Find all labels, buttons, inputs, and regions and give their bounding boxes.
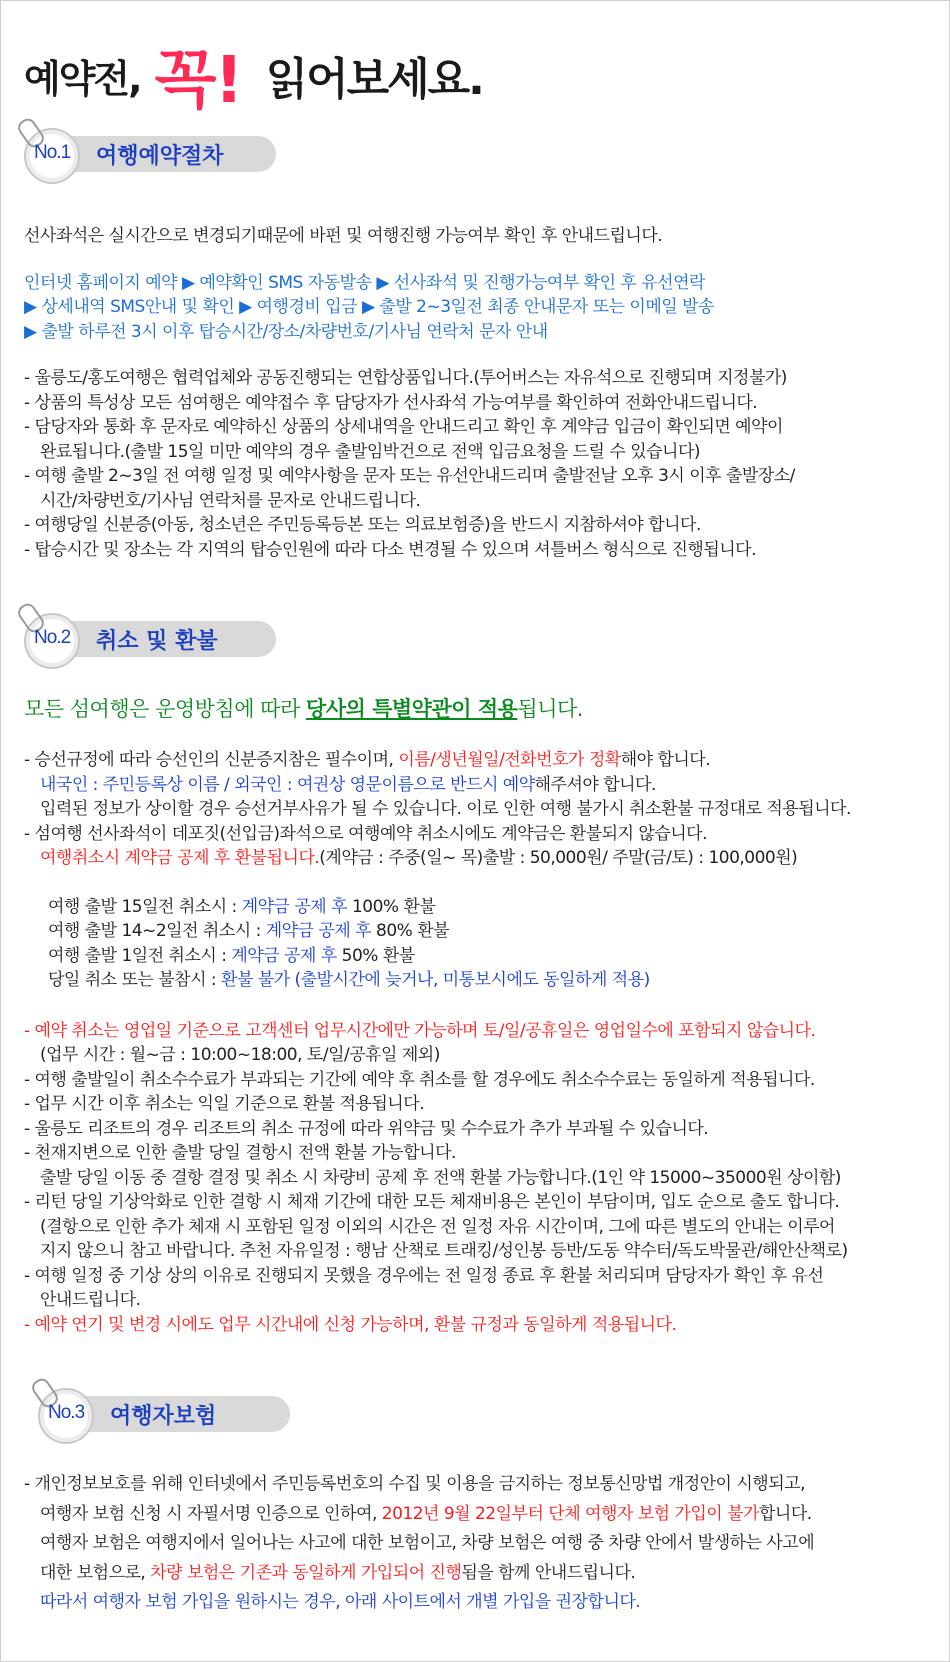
- rule-line: 지지 않으니 참고 바랍니다. 추천 자유일정 : 행남 산책로 트래킹/성인봉 등반/도동 약수터/독도박물관/해안산책로): [40, 1241, 848, 1261]
- section1-header: [24, 118, 284, 182]
- note-line: - 담당자와 통화 후 문자로 예약하신 상품의 상세내역을 안내드리고 확인 후 계약금 입금이 확인되면 예약이: [24, 417, 783, 437]
- refund-row: 여행 출발 1일전 취소시 : 계약금 공제 후 50% 환불: [48, 945, 415, 966]
- section-title: 취소 및 환불: [96, 629, 218, 654]
- rule-line: - 울릉도 리조트의 경우 리조트의 취소 규정에 따라 위약금 및 수수료가 추가 부과될 수 있습니다.: [24, 1118, 709, 1139]
- policy-emphasis: 당사의 특별약관이 적용: [305, 697, 518, 721]
- rule-line: - 천재지변으로 인한 출발 당일 결항시 전액 환불 가능합니다.: [24, 1143, 456, 1163]
- note-line: - 상품의 특성상 모든 섬여행은 예약접수 후 담당자가 선사좌석 가능여부를 확인하여 전화안내드립니다.: [24, 392, 758, 413]
- title-part3: 읽어보세요.: [265, 54, 483, 105]
- section2-body: [24, 748, 851, 1337]
- step-line: ▶ 출발 하루전 3시 이후 탑승시간/장소/차량번호/기사님 연락처 문자 안내: [24, 321, 548, 342]
- id-rule: - 승선규정에 따라 승선인의 신분증지참은 필수이며, 이름/생년월일/전화번호가 정확해야 합니다.: [24, 750, 711, 770]
- rule-line: (결항으로 인한 추가 체재 시 포함된 일정 이외의 시간은 전 일정 자유 시간이며, 그에 따른 별도의 안내는 이루어: [40, 1216, 835, 1237]
- note-line: - 탑승시간 및 장소는 각 지역의 탑승인원에 따라 다소 변경될 수 있으며 셔틀버스 형식으로 진행됩니다.: [24, 539, 756, 560]
- rule-line: 출발 당일 이동 중 결항 결정 및 취소 시 차량비 공제 후 전액 환불 가능합니다.(1인 약 15000~35000원 상이함): [40, 1167, 841, 1188]
- deposit-rule-2: 여행취소시 계약금 공제 후 환불됩니다.(계약금 : 주중(일~ 목)출발 : 50,000원/ 주말(금/토) : 100,000원): [40, 848, 798, 868]
- rule-line: - 여행 일정 중 기상 상의 이유로 진행되지 못했을 경우에는 전 일정 종료 후 환불 처리되며 담당자가 확인 후 유선: [24, 1265, 824, 1286]
- refund-row: 여행 출발 15일전 취소시 : 계약금 공제 후 100% 환불: [48, 896, 436, 917]
- page-title: [24, 30, 483, 120]
- section1-body: [24, 224, 795, 562]
- section-number: No.2: [34, 627, 71, 648]
- rule-line: 안내드립니다.: [40, 1290, 141, 1310]
- refund-row: 당일 취소 또는 불참시 : 환불 불가 (출발시간에 늦거나, 미통보시에도 동일하게 적용): [48, 970, 650, 990]
- note-line: 완료됩니다.(출발 15일 미만 예약의 경우 출발임박건으로 전액 입금요청을 드릴 수 있습니다): [40, 441, 701, 462]
- note-line: - 여행 출발 2~3일 전 여행 일정 및 예약사항을 문자 또는 유선안내드리며 출발전날 오후 3시 이후 출발장소/: [24, 466, 795, 486]
- section-number: No.3: [48, 1402, 85, 1423]
- office-hours: (업무 시간 : 월~금 : 10:00~18:00, 토/일/공휴일 제외): [40, 1045, 440, 1065]
- policy-statement: [24, 694, 583, 724]
- note-line: - 울릉도/홍도여행은 협력업체와 공동진행되는 연합상품입니다.(투어버스는 자유석으로 진행되며 지정불가): [24, 368, 787, 388]
- insurance-line: 여행자 보험은 여행지에서 일어나는 사고에 대한 보험이고, 차량 보험은 여행 중 차량 안에서 발생하는 사고에: [40, 1533, 815, 1553]
- title-part1: 예약전,: [24, 56, 141, 101]
- insurance-line: 여행자 보험 신청 시 자필서명 인증으로 인하여, 2012년 9월 22일부터 단체 여행자 보험 가입이 불가합니다.: [40, 1503, 812, 1524]
- step-line: 인터넷 홈페이지 예약 ▶ 예약확인 SMS 자동발송 ▶ 선사좌석 및 진행가능여부 확인 후 유선연락: [24, 272, 705, 293]
- section3-body: [24, 1470, 814, 1618]
- id-rule-3: 입력된 정보가 상이할 경우 승선거부사유가 될 수 있습니다. 이로 인한 여행 불가시 취소환불 규정대로 적용됩니다.: [40, 799, 851, 819]
- title-emphasis: 꼭!: [154, 44, 242, 118]
- deposit-rule: - 섬여행 선사좌석이 데포짓(선입금)좌석으로 여행예약 취소시에도 계약금은 환불되지 않습니다.: [24, 823, 707, 844]
- note-line: 시간/차량번호/기사님 연락처를 문자로 안내드립니다.: [40, 490, 421, 511]
- intro-text: 선사좌석은 실시간으로 변경되기때문에 바펀 및 여행진행 가능여부 확인 후 안내드립니다.: [24, 226, 663, 246]
- section-title: 여행예약절차: [96, 144, 224, 169]
- policy-text-end: 됩니다.: [517, 697, 583, 721]
- section-title: 여행자보험: [110, 1404, 217, 1429]
- cancel-notice: - 예약 취소는 영업일 기준으로 고객센터 업무시간에만 가능하며 토/일/공휴일은 영업일수에 포함되지 않습니다.: [24, 1020, 816, 1041]
- id-rule-2: 내국인 : 주민등록상 이름 / 외국인 : 여권상 영문이름으로 반드시 예약해주셔야 합니다.: [40, 774, 656, 795]
- section-number: No.1: [34, 142, 71, 163]
- policy-text: 모든 섬여행은 운영방침에 따라: [24, 697, 306, 721]
- rule-line: - 여행 출발일이 취소수수료가 부과되는 기간에 예약 후 취소를 할 경우에도 취소수수료는 동일하게 적용됩니다.: [24, 1069, 815, 1090]
- insurance-line: 대한 보험으로, 차량 보험은 기존과 동일하게 가입되어 진행됨을 함께 안내드립니다.: [40, 1562, 636, 1583]
- delay-notice: - 예약 연기 및 변경 시에도 업무 시간내에 신청 가능하며, 환불 규정과 동일하게 적용됩니다.: [24, 1314, 677, 1335]
- section3-header: [38, 1378, 298, 1442]
- step-line: ▶ 상세내역 SMS안내 및 확인 ▶ 여행경비 입금 ▶ 출발 2~3일전 최종 안내문자 또는 이메일 발송: [24, 297, 714, 317]
- insurance-line: - 개인정보보호를 위해 인터넷에서 주민등록번호의 수집 및 이용을 금지하는 정보통신망법 개정안이 시행되고,: [24, 1474, 805, 1494]
- note-line: - 여행당일 신분증(아동, 청소년은 주민등록등본 또는 의료보험증)을 반드시 지참하셔야 합니다.: [24, 515, 701, 535]
- rule-line: - 리턴 당일 기상악화로 인한 결항 시 체재 기간에 대한 모든 체재비용은 본인이 부담이며, 입도 순으로 출도 합니다.: [24, 1192, 840, 1212]
- insurance-closing: 따라서 여행자 보험 가입을 원하시는 경우, 아래 사이트에서 개별 가입을 권장합니다.: [40, 1592, 641, 1612]
- rule-line: - 업무 시간 이후 취소는 익일 기준으로 환불 적용됩니다.: [24, 1094, 425, 1114]
- refund-row: 여행 출발 14~2일전 취소시 : 계약금 공제 후 80% 환불: [48, 921, 450, 941]
- section2-header: [24, 603, 284, 667]
